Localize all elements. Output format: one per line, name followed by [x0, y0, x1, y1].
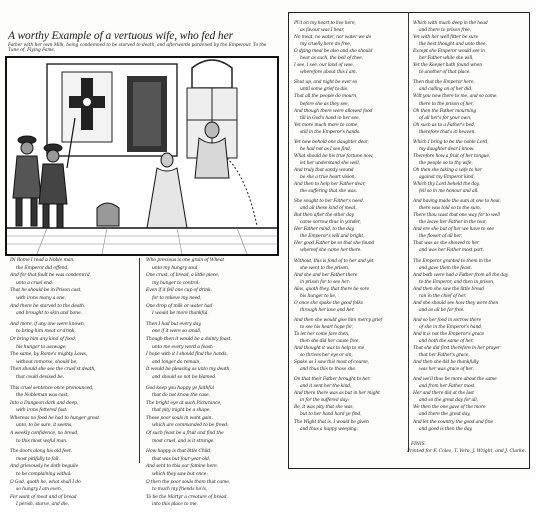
stanza — [10, 321, 134, 382]
verse-line: to see his heart hope for, — [300, 324, 353, 330]
verse-line: and both the same of her, — [419, 339, 474, 345]
verse-line: Oh then she taking a wife to her — [413, 167, 482, 173]
verse-line: And truly that sandy wound — [294, 167, 354, 173]
verse-line: there to the prison of her, — [419, 101, 474, 107]
verse-line: And more, if any one were known, — [10, 321, 86, 327]
verse-line: O once she spake the good folks — [294, 300, 363, 306]
verse-line: That was as she showed to her — [413, 241, 479, 247]
verse-line: And we'll thus be more about the same — [413, 377, 497, 383]
verse-line: The Emperor granted to them in the — [413, 258, 491, 264]
verse-line: but to her hand hard ye find, — [300, 412, 362, 418]
stanza — [413, 20, 525, 76]
verse-line: and thus this to those she. — [300, 367, 357, 373]
verse-line: I hope with it I should find the hands, — [146, 352, 228, 358]
woodcut-illustration — [5, 56, 279, 256]
verse-line: to the Emperor, and then in prison, — [419, 279, 495, 285]
ballad-subtitle: Father with her own Milk, being condemned to be starved to death, and afterwards pardoned by the Emperour. To the Tune of, Flying Fame. — [8, 43, 267, 53]
verse-line: and thus a happy weeping. — [300, 426, 358, 432]
verse-line: and should so not be blamed. — [152, 374, 217, 380]
stanza — [413, 376, 525, 432]
verse-line: O God, quoth he, what shall I do — [10, 479, 81, 485]
verse-line: Oh then the Father mourning — [413, 108, 477, 114]
verse-line: and longer do remain, — [152, 359, 201, 365]
verse-line: Though then it would be a dainty feast, — [146, 336, 232, 342]
verse-line: and it sent her the kind, — [300, 384, 352, 390]
verse-line: And she and her Father there — [294, 272, 358, 278]
verse-line: the suffering that she was. — [300, 189, 357, 195]
verse-line: so thrives her eye or sin, — [300, 353, 353, 359]
verse-line: most cruel, and is it strange. — [152, 438, 215, 444]
verse-line: without remorse, should be, — [16, 359, 78, 365]
verse-line: Yet with her well fitter be sure — [413, 35, 479, 41]
verse-line: That all the people do mourn, — [294, 94, 358, 100]
verse-line: before she as they see, — [300, 101, 349, 107]
verse-line: Even if it fell one cup of drink, — [146, 288, 212, 294]
verse-line: And grievously he doth beguile — [10, 464, 79, 470]
stanza — [294, 20, 404, 76]
verse-line: until some grief to die, — [300, 87, 349, 93]
verse-line: The Wight that is, I would be given — [294, 419, 369, 425]
verse-line: And thought it was to help to me — [294, 346, 365, 352]
ballad-column-4 — [413, 20, 525, 436]
verse-line: which they saw but once: — [152, 472, 208, 478]
woodcut-scene — [7, 58, 277, 254]
stanza — [294, 198, 404, 254]
verse-line: she went to the prison, — [300, 265, 350, 271]
verse-line: Who precious is one grain of Wheat — [146, 258, 225, 263]
verse-line: unto, to be sure, it seems, — [16, 423, 73, 429]
verse-line: On that their Father brought to her, — [294, 377, 371, 383]
verse-line: the best thought and unto thee, — [419, 42, 487, 48]
printer-imprint: Printed for F. Coles, T. Vere, J. Wright, and J. Clarke. — [407, 449, 526, 454]
verse-line: and there the great day, — [419, 412, 471, 418]
verse-line: his hunger to lie, — [300, 293, 337, 299]
verse-line: Which I bring to be the noble Lord, — [413, 139, 489, 145]
verse-line: No meat, no water, nor water we do — [294, 35, 372, 41]
ballad-column-3 — [294, 20, 404, 436]
verse-line: whereof she came her there. — [300, 248, 362, 254]
verse-line: the flower of all her, — [419, 234, 462, 240]
verse-line: and all these kind of meat, — [300, 206, 357, 212]
verse-line: And let the country the good and fine — [413, 419, 493, 425]
stanza — [413, 258, 525, 314]
verse-line: PUt on my heart to live here, — [294, 21, 356, 26]
verse-line: For want of meat and of bread — [10, 494, 77, 500]
ballad-column-1 — [10, 257, 134, 512]
verse-line: One crust, of bread, a little piece, — [146, 273, 220, 279]
verse-line: in prison for to see her: — [300, 279, 351, 285]
verse-line: hear as such, the bell of thee, — [300, 56, 364, 62]
verse-line: he had not as I see find, — [300, 146, 351, 152]
verse-line: And having made the sum at one to heal, — [413, 199, 501, 205]
verse-line: unto me every word a feast: — [152, 344, 214, 350]
verse-line: therefore that's in heaven. — [419, 129, 476, 135]
verse-line: But then after the other day — [294, 213, 354, 219]
verse-line: And so her food in sorrow there — [413, 317, 482, 323]
right-column-rule — [408, 12, 409, 452]
stanza — [294, 79, 404, 135]
verse-line: Of such feast be a fruit and find the — [146, 431, 224, 437]
verse-line: Then that the Emperor here, — [413, 80, 475, 86]
verse-line: of all her's for your own, — [419, 115, 472, 121]
verse-line: Then I had but every day, — [146, 321, 202, 327]
verse-line: that could devised be. — [16, 374, 65, 380]
verse-line: which are commanded to be freed: — [152, 423, 229, 429]
verse-line: And it is not the Emperor's grace — [413, 331, 484, 337]
verse-line: O then the poor souls them that came, — [146, 479, 231, 485]
verse-line: Oh such as to a Father's bed, — [413, 122, 476, 128]
verse-line: I would be more thankful. — [152, 311, 209, 317]
verse-line: Spake as I saw this most of course, — [294, 360, 370, 366]
verse-line: These poor souls in want gain, — [146, 415, 213, 421]
verse-line: Except she Emperor would see in — [413, 49, 485, 55]
verse-line: with irons fettered fast: — [16, 408, 68, 414]
verse-line: his hunger to asswage; — [16, 344, 67, 350]
verse-line: And both were had a Father from all the day — [413, 272, 509, 278]
verse-line: What should be his true fortune now, — [294, 153, 374, 159]
stanza — [413, 317, 525, 373]
verse-line: Without, this is fond of to her and yet — [294, 258, 374, 264]
verse-line: and as all be for free. — [419, 307, 465, 313]
verse-line: One drop of milk or water had — [146, 303, 213, 309]
verse-line: for to relieve my need, — [152, 295, 202, 301]
verse-line: to another of that place. — [419, 70, 471, 76]
verse-line: in for the suffered day: — [300, 398, 349, 404]
verse-line: And she should see how they were then — [413, 300, 499, 306]
verse-line: Wilt you now there to me, and so came, — [413, 94, 498, 100]
verse-line: to this most woful man. — [16, 438, 68, 444]
verse-line: and so the great day for all, — [419, 398, 478, 404]
stanza — [413, 79, 525, 135]
verse-line: The doors along his old feet, — [10, 449, 72, 455]
verse-line: the people so to thy wife, — [419, 160, 473, 166]
verse-line: Which thy Lord beheld the day, — [413, 182, 480, 188]
verse-line: to be complaining withal: — [16, 472, 72, 478]
verse-line: God keep you happy ye faithful — [146, 385, 214, 391]
stanza — [146, 385, 272, 446]
verse-line: Into a Dungeon dark and deep, — [10, 400, 79, 406]
verse-line: the Emperor's will and bright, — [300, 234, 365, 240]
stanza — [413, 139, 525, 195]
stanza — [146, 448, 272, 509]
verse-line: the Emperor did offend, — [16, 265, 69, 271]
stanza — [413, 198, 525, 254]
verse-line: I see, I see, our land of woe, — [294, 63, 354, 69]
verse-line: and good is then the day. — [419, 426, 473, 432]
verse-line: Which with much deep in the head — [413, 21, 488, 26]
verse-line: one if it were so small, — [152, 329, 202, 335]
verse-line: and brought to skin and bone. — [16, 311, 82, 317]
verse-line: And there there was as but in her might — [294, 391, 380, 397]
verse-line: That she did first therefore in her prayer — [413, 346, 501, 352]
verse-line: and there to prison free, — [419, 28, 472, 34]
stanza — [10, 385, 134, 446]
verse-line: Shut up, and night be ever so — [294, 80, 358, 86]
verse-line: into this place to me. — [152, 502, 198, 508]
verse-line: It would be pleasing as unto my death, — [146, 367, 231, 373]
ballad-title: A worthy Example of a vertuous wife, who fed her — [8, 30, 233, 42]
verse-line: Her and there did at the last — [413, 391, 474, 397]
verse-line: my cruelly here do free, — [300, 42, 352, 48]
verse-line: against my Emperor kind, — [419, 174, 475, 180]
verse-line: the leave her Father in the tear, — [419, 220, 487, 226]
verse-line: and from her Father most, — [419, 384, 476, 390]
verse-line: She sought to her Father's need, — [294, 199, 364, 205]
verse-line: there was told so to the sum, — [419, 206, 481, 212]
verse-line: that was but four-year-old, — [152, 456, 211, 462]
verse-line: fell so in me honour and all. — [419, 189, 479, 195]
verse-line: Or bring him any kind of food, — [10, 336, 77, 342]
ballad-column-2 — [146, 257, 272, 512]
verse-line: And for that fault he was condemn'd, — [10, 273, 91, 279]
verse-line: unto a cruel end: — [16, 280, 54, 286]
verse-line: Her Father mind, to the day, — [294, 227, 355, 233]
verse-line: to much my friends ho'ls, — [152, 487, 208, 493]
verse-line: And then she did be thankfully — [413, 360, 479, 366]
verse-line: then she did her cause free, — [300, 339, 360, 345]
verse-line: And though there were allowed food — [294, 108, 373, 114]
verse-line: Yet more much more to come, — [294, 122, 359, 128]
verse-line: That he should be in Prison cast, — [10, 288, 82, 294]
verse-line: Yet now behold one daughter dear, — [294, 139, 369, 145]
verse-line: wherefore about this I am. — [300, 70, 357, 76]
verse-line: And ere she but of her we have to see — [413, 227, 494, 233]
verse-line: And sent to this our famine here, — [146, 464, 219, 470]
verse-line: To let her come fare then, — [294, 331, 350, 337]
verse-line: that do not know the case, — [152, 393, 210, 399]
verse-line: And then to help her Father dear, — [294, 182, 366, 188]
verse-line: Yet the Keeper hath found when — [413, 63, 482, 69]
verse-line: And then she would give him mercy grief — [294, 317, 383, 323]
verse-line: Her good Father be so that she found — [294, 241, 375, 247]
stanza — [294, 376, 404, 432]
verse-line: came sorrow thus in yonder, — [300, 220, 361, 226]
verse-line: and was her Father most part. — [419, 248, 484, 254]
stanza — [10, 448, 134, 509]
stanza — [294, 258, 404, 314]
verse-line: Therefore how a fruit of her tongue, — [413, 153, 491, 159]
verse-line: The bright eye at such Picturance, — [146, 400, 222, 406]
verse-line: to bring him meat or drink, — [16, 329, 76, 335]
column-rule — [139, 258, 140, 463]
verse-line: IN Rome I read a Noble man, — [10, 258, 75, 263]
verse-line: The same, by Rome's mighty Laws, — [10, 352, 88, 358]
verse-line: ran in the chief of her, — [419, 293, 467, 299]
verse-line: I perish, starve, and die. — [16, 502, 69, 508]
verse-line: my hunger to control: — [152, 280, 200, 286]
verse-line: most pitifully to fall, — [16, 456, 60, 462]
verse-line: till in God's hand in her see, — [300, 115, 360, 121]
verse-line: of she in the Emperor's hand, — [419, 324, 483, 330]
verse-line: Be, it was pity that she was, — [294, 405, 354, 411]
verse-line: be she a true heart vision, — [300, 174, 356, 180]
verse-line: This cruel sentence once pronounced, — [10, 385, 94, 391]
verse-line: my daughter dear I know, — [419, 146, 475, 152]
verse-line: and calling on of her did, — [419, 87, 473, 93]
verse-line: And then she saw the little bread — [413, 286, 484, 292]
verse-line: with irons many a one, — [16, 295, 66, 301]
verse-line: We then the one gave of the more — [413, 405, 486, 411]
verse-line: so hungry I am even, — [16, 487, 62, 493]
verse-line: O dying meal be also and she should — [294, 49, 373, 55]
stanza — [294, 139, 404, 195]
verse-line: To be the Martyr a creature of bread, — [146, 494, 228, 500]
verse-line: Alas, quoth they, that there be sore — [294, 286, 369, 292]
verse-line: A weekly confidence, no bread, — [10, 431, 79, 437]
stanza — [294, 317, 404, 373]
verse-line: through her love and her. — [300, 307, 355, 313]
verse-line: as favour was I hear, — [300, 28, 345, 34]
verse-line: her Father while she will, — [419, 56, 474, 62]
finis-label: FINIS. — [411, 442, 426, 447]
verse-line: let her understand she well, — [300, 160, 360, 166]
verse-line: How happy is that little Child, — [146, 449, 212, 455]
verse-line: that her Father's grace, — [419, 353, 470, 359]
verse-line: was her was grace of her. — [419, 367, 474, 373]
verse-line: the Nobleman was cast, — [16, 393, 69, 399]
verse-line: unto my hungry soul, — [152, 265, 199, 271]
verse-line: Then should she see the cruel'st death, — [10, 367, 96, 373]
verse-line: still in the Emperor's hands. — [300, 129, 361, 135]
verse-line: There thou wast that one way for to well — [413, 213, 500, 219]
verse-line: that pity might be a shape, — [152, 408, 211, 414]
stanza — [10, 257, 134, 318]
verse-line: And there be starved to the death, — [10, 303, 86, 309]
stanza — [146, 257, 272, 318]
verse-line: Whereas no food he had to hunger great — [10, 415, 99, 421]
stanza — [146, 321, 272, 382]
verse-line: and gave them the feast, — [419, 265, 472, 271]
